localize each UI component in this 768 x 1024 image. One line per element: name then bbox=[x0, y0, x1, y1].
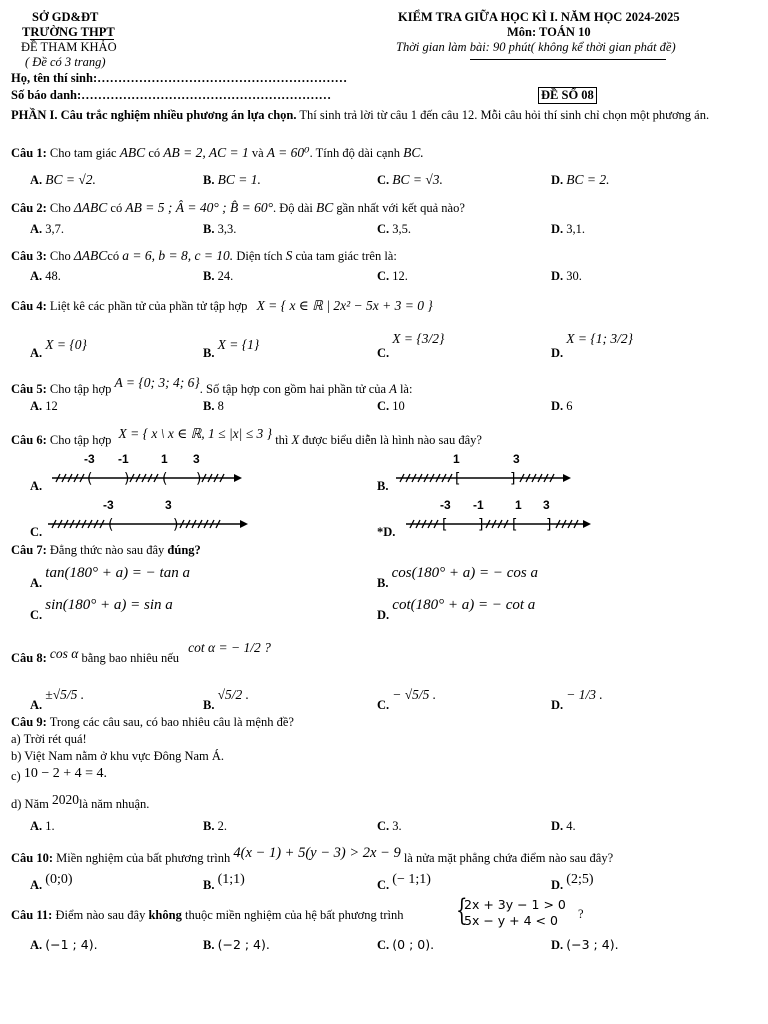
candidate-id-line: Số báo danh:…………………………………………………… bbox=[11, 88, 332, 102]
q1-option-b[interactable] bbox=[203, 172, 261, 188]
option-letter: C. bbox=[30, 608, 43, 622]
option-text: ±√5/5 . bbox=[45, 687, 85, 702]
q5-option-b[interactable] bbox=[203, 399, 224, 414]
exam-title: KIỂM TRA GIỮA HỌC KÌ I. NĂM HỌC 2024-2025 bbox=[398, 10, 680, 24]
q3-math-1: ΔABC bbox=[73, 248, 108, 263]
section-intro bbox=[11, 108, 763, 123]
q6-math-1: X = { x \ x ∈ ℝ, 1 ≤ |x| ≤ 3 } bbox=[118, 426, 273, 441]
q1-option-d[interactable] bbox=[551, 172, 610, 188]
option-text: (2;5) bbox=[566, 872, 594, 887]
option-letter: D. bbox=[551, 938, 564, 952]
q1-math-1: ABC bbox=[119, 145, 146, 160]
q3-text-3: Diện tích bbox=[236, 249, 283, 263]
option-letter: A. bbox=[30, 938, 43, 952]
q9-d-label: d) Năm bbox=[11, 797, 49, 811]
option-text: 8 bbox=[217, 399, 224, 413]
q9-statement-b: b) Việt Nam nằm ở khu vực Đông Nam Á. bbox=[11, 749, 225, 763]
q8-option-b[interactable] bbox=[203, 687, 250, 713]
option-text: (−2 ; 4). bbox=[217, 937, 270, 952]
option-text: cos(180° + a) = − cos a bbox=[391, 565, 538, 581]
q8-option-c[interactable] bbox=[377, 687, 437, 713]
option-letter: C. bbox=[377, 173, 390, 187]
q5-math-2: A bbox=[389, 382, 397, 396]
svg-text:]: ] bbox=[510, 471, 516, 486]
q9-option-d[interactable] bbox=[551, 819, 576, 834]
q5-text-2: . Số tập hợp con gồm hai phần tử của bbox=[199, 382, 387, 396]
q1-option-a[interactable] bbox=[30, 172, 96, 188]
q4-option-b[interactable] bbox=[203, 337, 260, 361]
q6-label: Câu 6: bbox=[11, 433, 47, 447]
option-letter: D. bbox=[551, 698, 564, 712]
question-6 bbox=[11, 426, 482, 448]
q6-option-d[interactable] bbox=[377, 525, 395, 540]
option-text: 1. bbox=[45, 819, 55, 833]
q8-math-1: cos α bbox=[49, 646, 79, 661]
q2-math-1: ΔABC bbox=[73, 200, 108, 215]
option-letter: A. bbox=[30, 878, 43, 892]
q1-text-4: . Tính độ dài cạnh bbox=[309, 146, 400, 160]
q9-d-math: 2020 bbox=[51, 792, 79, 807]
subject: Môn: TOÁN 10 bbox=[507, 25, 591, 39]
svg-text:): ) bbox=[196, 471, 202, 486]
q2-option-d[interactable] bbox=[551, 222, 585, 237]
exam-code: ĐỀ SỐ 08 bbox=[538, 87, 597, 104]
option-letter: D. bbox=[551, 878, 564, 892]
q11-option-d[interactable] bbox=[551, 937, 619, 953]
q6-option-a[interactable]: A. bbox=[30, 479, 43, 493]
q1-text-3: và bbox=[251, 146, 264, 160]
option-letter: C. bbox=[377, 399, 390, 413]
q2-option-b[interactable] bbox=[203, 222, 236, 237]
q4-option-a[interactable] bbox=[30, 337, 87, 361]
option-text: BC = √2. bbox=[45, 172, 96, 187]
question-5 bbox=[11, 375, 413, 397]
q6-text-1: Cho tập hợp bbox=[49, 433, 112, 447]
q9-statement-c bbox=[11, 766, 108, 785]
q9-option-b[interactable] bbox=[203, 819, 227, 834]
answer-mark: * bbox=[377, 525, 384, 539]
q9-text-1: Trong các câu sau, có bao nhiêu câu là mệnh đề? bbox=[49, 715, 294, 729]
q5-label: Câu 5: bbox=[11, 382, 47, 396]
option-text: (1;1) bbox=[217, 872, 245, 887]
q6-d-tick-3: 1 bbox=[515, 498, 522, 512]
svg-text:]: ] bbox=[546, 517, 552, 532]
school-name: TRƯỜNG THPT bbox=[22, 25, 115, 39]
option-letter: C. bbox=[377, 269, 390, 283]
option-letter: D. bbox=[551, 346, 564, 360]
q9-option-c[interactable] bbox=[377, 819, 402, 834]
q2-text-1: Cho bbox=[49, 201, 71, 215]
option-text: 30. bbox=[566, 269, 582, 283]
q3-math-3: S bbox=[285, 248, 293, 263]
option-text: (−3 ; 4). bbox=[566, 937, 619, 952]
svg-text:): ) bbox=[124, 471, 130, 486]
option-text: cot(180° + a) = − cot a bbox=[392, 597, 536, 613]
q1-option-c[interactable] bbox=[377, 172, 443, 188]
system-brace: { bbox=[456, 893, 468, 928]
option-letter: D. bbox=[551, 819, 564, 833]
q6-a-tick-3: 1 bbox=[161, 452, 168, 466]
question-2 bbox=[11, 200, 465, 216]
q2-text-3: . Độ dài bbox=[272, 201, 313, 215]
q3-text-4: của tam giác trên là: bbox=[295, 249, 397, 263]
q6-c-tick-2: 3 bbox=[165, 498, 172, 512]
option-text: 3,1. bbox=[566, 222, 586, 236]
option-letter: B. bbox=[203, 346, 215, 360]
q3-option-c[interactable] bbox=[377, 269, 408, 284]
option-text: 2. bbox=[217, 819, 227, 833]
q6-text-2: thì bbox=[275, 433, 289, 447]
reference-label: ĐỀ THAM KHẢO bbox=[21, 40, 117, 54]
q2-option-a[interactable] bbox=[30, 222, 64, 237]
q3-option-b[interactable] bbox=[203, 269, 233, 284]
q6-d-number-line bbox=[406, 516, 591, 532]
question-11 bbox=[11, 908, 404, 923]
q11-question-mark: ? bbox=[578, 907, 584, 921]
option-text: − 1/3 . bbox=[566, 687, 603, 702]
option-letter: B. bbox=[377, 576, 389, 590]
q7-text-1: Đẳng thức nào sau đây bbox=[49, 543, 165, 557]
q5-option-d[interactable] bbox=[551, 399, 573, 414]
q6-option-c[interactable]: C. bbox=[30, 525, 43, 539]
question-4 bbox=[11, 298, 433, 314]
svg-text:(: ( bbox=[162, 471, 168, 486]
option-letter: D. bbox=[377, 608, 390, 622]
section-title: PHẦN I. Câu trắc nghiệm nhiều phương án lựa chọn. bbox=[11, 108, 297, 122]
q7-text-3: ? bbox=[194, 543, 201, 557]
q1-text-1: Cho tam giác bbox=[49, 146, 117, 160]
q8-label: Câu 8: bbox=[11, 651, 47, 665]
header-rule bbox=[470, 59, 666, 60]
q8-text-1: bằng bao nhiêu nếu bbox=[81, 651, 180, 665]
system-line-2: 5x − y + 4 < 0 bbox=[464, 913, 558, 928]
question-3 bbox=[11, 248, 397, 264]
q5-option-a[interactable] bbox=[30, 399, 58, 414]
question-8 bbox=[11, 640, 271, 666]
option-text: (0 ; 0). bbox=[392, 937, 435, 952]
q7-text-2: đúng bbox=[167, 543, 195, 557]
q11-text-3: thuộc miền nghiệm của hệ bất phương trình bbox=[184, 908, 404, 922]
q3-text-1: Cho bbox=[49, 249, 71, 263]
q6-d-tick-1: -3 bbox=[440, 498, 451, 512]
q1-math-4: BC. bbox=[403, 145, 424, 160]
exam-time: Thời gian làm bài: 90 phút( không kể thời gian phát đề) bbox=[396, 40, 676, 54]
q6-a-tick-1: -3 bbox=[84, 452, 95, 466]
option-text: X = {1; 3/2} bbox=[566, 331, 634, 346]
option-text: X = {1} bbox=[217, 337, 260, 352]
q4-label: Câu 4: bbox=[11, 299, 47, 313]
q3-option-d[interactable] bbox=[551, 269, 582, 284]
option-letter: C. bbox=[377, 222, 390, 236]
option-text: − √5/5 . bbox=[392, 687, 437, 702]
q7-option-d[interactable] bbox=[377, 597, 536, 624]
q7-option-c[interactable] bbox=[30, 597, 173, 624]
q4-text-1: Liệt kê các phần tử của phần tử tập hợp bbox=[49, 299, 248, 313]
option-text: X = {3/2} bbox=[392, 331, 445, 346]
q10-text-2: là nửa mặt phẳng chứa điểm nào sau đây? bbox=[403, 851, 614, 865]
question-10 bbox=[11, 845, 614, 867]
q10-option-c[interactable] bbox=[377, 872, 431, 894]
q1-math-3: A = 60⁰ bbox=[266, 145, 310, 160]
option-text: (− 1;1) bbox=[392, 872, 431, 887]
q8-option-a[interactable] bbox=[30, 687, 85, 713]
q4-option-d[interactable] bbox=[551, 331, 634, 361]
q6-a-tick-4: 3 bbox=[193, 452, 200, 466]
option-letter: C. bbox=[377, 938, 390, 952]
question-7 bbox=[11, 543, 201, 558]
option-text: BC = 1. bbox=[217, 172, 261, 187]
option-text: 12 bbox=[45, 399, 58, 413]
option-letter: A. bbox=[30, 346, 43, 360]
q7-label: Câu 7: bbox=[11, 543, 47, 557]
q6-b-number-line bbox=[396, 470, 571, 486]
q10-option-b[interactable] bbox=[203, 872, 245, 894]
q10-label: Câu 10: bbox=[11, 851, 54, 865]
q4-math-1: X = { x ∈ ℝ | 2x² − 5x + 3 = 0 } bbox=[256, 298, 433, 313]
q3-text-2: có bbox=[107, 249, 120, 263]
q6-d-tick-2: -1 bbox=[473, 498, 484, 512]
q11-text-2: không bbox=[148, 908, 182, 922]
option-letter: B. bbox=[203, 269, 215, 283]
option-letter: B. bbox=[203, 698, 215, 712]
question-9 bbox=[11, 715, 294, 730]
q9-label: Câu 9: bbox=[11, 715, 47, 729]
q6-d-tick-4: 3 bbox=[543, 498, 550, 512]
q6-math-2: X bbox=[291, 433, 300, 447]
option-text: sin(180° + a) = sin a bbox=[45, 597, 173, 613]
q9-d-text: là năm nhuận. bbox=[78, 797, 150, 811]
candidate-name-line: Họ, tên thí sinh:…………………………………………………… bbox=[11, 71, 348, 85]
q2-text-4: gần nhất với kết quả nào? bbox=[336, 201, 465, 215]
option-letter: C. bbox=[377, 346, 390, 360]
q8-option-d[interactable] bbox=[551, 687, 603, 713]
option-text: BC = 2. bbox=[566, 172, 610, 187]
option-text: 48. bbox=[45, 269, 61, 283]
q9-c-math: 10 − 2 + 4 = 4. bbox=[23, 766, 108, 781]
q8-math-2: cot α = − 1/2 ? bbox=[188, 640, 271, 655]
option-letter: A. bbox=[30, 173, 43, 187]
q6-a-number-line bbox=[52, 470, 242, 486]
option-text: 6 bbox=[566, 399, 573, 413]
q6-b-tick-2: 3 bbox=[513, 452, 520, 466]
q5-text-3: là: bbox=[399, 382, 413, 396]
q9-option-a[interactable] bbox=[30, 819, 55, 834]
q9-c-label: c) bbox=[11, 769, 21, 783]
option-text: 12. bbox=[392, 269, 408, 283]
option-text: (−1 ; 4). bbox=[45, 937, 98, 952]
q2-option-c[interactable] bbox=[377, 222, 411, 237]
svg-text:(: ( bbox=[108, 517, 114, 532]
option-letter: A. bbox=[30, 698, 43, 712]
svg-text:]: ] bbox=[478, 517, 484, 532]
option-letter: D. bbox=[551, 173, 564, 187]
option-text: 3,3. bbox=[217, 222, 237, 236]
q1-math-2: AB = 2, AC = 1 bbox=[163, 145, 249, 160]
svg-text:): ) bbox=[173, 517, 179, 532]
svg-text:(: ( bbox=[87, 471, 93, 486]
svg-text:[: [ bbox=[512, 517, 518, 532]
svg-text:[: [ bbox=[455, 471, 461, 486]
q5-option-c[interactable] bbox=[377, 399, 405, 414]
q11-text-1: Điểm nào sau đây bbox=[55, 908, 146, 922]
option-letter: D. bbox=[551, 399, 564, 413]
page-count: ( Đề có 3 trang) bbox=[25, 55, 106, 69]
option-text: X = {0} bbox=[45, 337, 87, 352]
q9-statement-d bbox=[11, 792, 150, 812]
q6-option-b[interactable]: B. bbox=[377, 479, 389, 493]
option-letter: D. bbox=[551, 269, 564, 283]
q10-text-1: Miền nghiệm của bất phương trình bbox=[56, 851, 231, 865]
option-letter: A. bbox=[30, 269, 43, 283]
option-letter: A. bbox=[30, 576, 43, 590]
option-text: 10 bbox=[392, 399, 405, 413]
q9-statement-a: a) Trời rét quá! bbox=[11, 732, 87, 746]
q10-option-a[interactable] bbox=[30, 872, 73, 894]
question-1 bbox=[11, 145, 424, 161]
q6-text-3: được biểu diễn là hình nào sau đây? bbox=[302, 433, 482, 447]
svg-text:[: [ bbox=[442, 517, 448, 532]
option-letter: B. bbox=[203, 399, 215, 413]
option-letter: C. bbox=[377, 878, 390, 892]
q11-option-b[interactable] bbox=[203, 937, 270, 953]
option-letter: C. bbox=[377, 819, 390, 833]
option-letter: B. bbox=[203, 222, 215, 236]
option-text: 3,7. bbox=[45, 222, 65, 236]
q6-c-tick-1: -3 bbox=[103, 498, 114, 512]
option-letter: D. bbox=[383, 525, 396, 539]
q6-b-tick-1: 1 bbox=[453, 452, 460, 466]
system-line-1: 2x + 3y − 1 > 0 bbox=[464, 897, 566, 912]
option-letter: B. bbox=[203, 173, 215, 187]
q7-option-b[interactable] bbox=[377, 565, 538, 592]
q10-math-1: 4(x − 1) + 5(y − 3) > 2x − 9 bbox=[233, 845, 401, 861]
q2-math-2: AB = 5 ; Â = 40° ; B̂ = 60° bbox=[125, 200, 273, 215]
q2-text-2: có bbox=[110, 201, 123, 215]
option-letter: A. bbox=[30, 222, 43, 236]
option-letter: C. bbox=[377, 698, 390, 712]
option-text: √5/2 . bbox=[217, 687, 250, 702]
q2-label: Câu 2: bbox=[11, 201, 47, 215]
system-lines bbox=[464, 897, 566, 929]
q1-label: Câu 1: bbox=[11, 146, 47, 160]
q4-option-c[interactable] bbox=[377, 331, 445, 361]
q7-option-a[interactable] bbox=[30, 565, 190, 592]
q11-option-c[interactable] bbox=[377, 937, 434, 953]
q2-math-3: BC bbox=[316, 200, 334, 215]
option-letter: B. bbox=[203, 938, 215, 952]
q3-math-2: a = 6, b = 8, c = 10. bbox=[122, 248, 234, 263]
option-text: tan(180° + a) = − tan a bbox=[45, 565, 190, 581]
q5-math-1: A = {0; 3; 4; 6} bbox=[114, 375, 200, 390]
option-letter: B. bbox=[203, 878, 215, 892]
q1-text-2: có bbox=[148, 146, 161, 160]
q11-option-a[interactable] bbox=[30, 937, 98, 953]
q10-option-d[interactable] bbox=[551, 872, 594, 894]
option-text: 3,5. bbox=[392, 222, 412, 236]
option-text: 3. bbox=[392, 819, 402, 833]
section-instructions: Thí sinh trả lời từ câu 1 đến câu 12. Mỗi câu hỏi thí sinh chỉ chọn một phương án. bbox=[296, 108, 710, 122]
q6-c-number-line bbox=[48, 516, 248, 532]
q11-label: Câu 11: bbox=[11, 908, 53, 922]
q6-a-tick-2: -1 bbox=[118, 452, 129, 466]
option-letter: A. bbox=[30, 399, 43, 413]
option-letter: D. bbox=[551, 222, 564, 236]
option-text: (0;0) bbox=[45, 872, 73, 887]
option-text: 24. bbox=[217, 269, 234, 283]
option-text: BC = √3. bbox=[392, 172, 443, 187]
option-text: 4. bbox=[566, 819, 576, 833]
option-letter: B. bbox=[203, 819, 215, 833]
dept-name: SỞ GD&ĐT bbox=[32, 10, 99, 24]
q3-option-a[interactable] bbox=[30, 269, 61, 284]
q3-label: Câu 3: bbox=[11, 249, 47, 263]
option-letter: A. bbox=[30, 819, 43, 833]
q5-text-1: Cho tập hợp bbox=[49, 382, 112, 396]
